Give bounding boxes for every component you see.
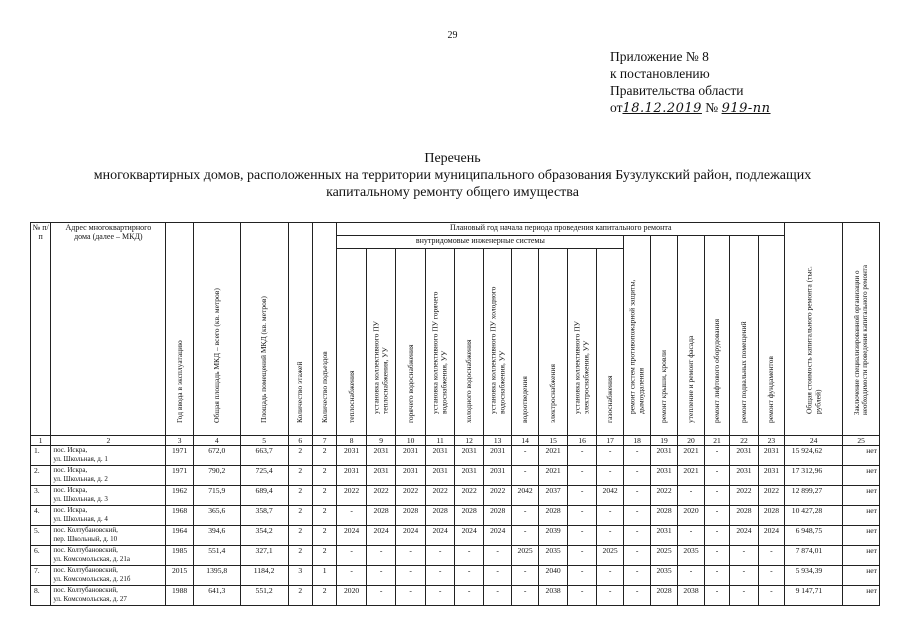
row-area-rooms: 663,7 — [240, 446, 288, 466]
row-plan-year: 2028 — [758, 506, 784, 526]
row-entrances: 2 — [312, 486, 336, 506]
row-area-rooms: 1184,2 — [240, 566, 288, 586]
row-area-rooms: 354,2 — [240, 526, 288, 546]
row-cost: 9 147,71 — [785, 586, 843, 606]
appendix-block — [610, 48, 771, 117]
houses-table — [30, 222, 880, 606]
row-plan-year: 2031 — [758, 446, 784, 466]
table-row — [31, 506, 880, 526]
row-plan-year: - — [396, 586, 426, 606]
row-plan-year: - — [512, 446, 538, 466]
row-plan-year: - — [455, 546, 484, 566]
row-plan-year: - — [704, 506, 729, 526]
row-cost: 12 899,27 — [785, 486, 843, 506]
header-col-19: ремонт крыши, кровли — [650, 236, 677, 436]
table-row — [31, 446, 880, 466]
row-floors: 2 — [288, 506, 312, 526]
row-year: 1968 — [166, 506, 193, 526]
row-plan-year: 2031 — [366, 446, 396, 466]
column-number: 20 — [678, 436, 704, 446]
header-area-rooms: Площадь помещений МКД (кв. метров) — [240, 223, 288, 436]
row-cost: 10 427,28 — [785, 506, 843, 526]
row-year: 1971 — [166, 446, 193, 466]
row-plan-year: 2024 — [366, 526, 396, 546]
header-col-13: установка коллективного ПУ холодного водоснабжения, УУ — [483, 249, 512, 436]
row-plan-year: - — [678, 526, 704, 546]
row-area-rooms: 358,7 — [240, 506, 288, 526]
header-plan: Плановый год начала периода проведения капитального ремонта — [337, 223, 785, 236]
row-plan-year: 2020 — [337, 586, 367, 606]
appendix-line-2: к постановлению — [610, 66, 710, 81]
row-plan-year: 2031 — [650, 446, 677, 466]
table-row — [31, 546, 880, 566]
row-conclusion: нет — [843, 506, 880, 526]
row-plan-year: 2031 — [455, 446, 484, 466]
row-plan-year: - — [624, 566, 650, 586]
header-col-21: ремонт лифтового оборудования — [704, 236, 729, 436]
row-plan-year: 2031 — [730, 466, 759, 486]
row-year: 1988 — [166, 586, 193, 606]
row-cost: 17 312,96 — [785, 466, 843, 486]
row-plan-year: - — [512, 586, 538, 606]
table-row — [31, 586, 880, 606]
row-plan-year: - — [568, 486, 597, 506]
row-plan-year: - — [337, 506, 367, 526]
row-plan-year: 2022 — [396, 486, 426, 506]
row-plan-year: 2024 — [483, 526, 512, 546]
row-plan-year: 2028 — [396, 506, 426, 526]
row-plan-year: - — [704, 446, 729, 466]
row-plan-year: 2021 — [538, 446, 568, 466]
row-plan-year: 2022 — [425, 486, 455, 506]
page-number: 29 — [447, 30, 458, 41]
row-plan-year: - — [624, 526, 650, 546]
row-plan-year: - — [512, 466, 538, 486]
row-area-total: 641,3 — [193, 586, 240, 606]
row-number: 5. — [31, 526, 51, 546]
resolution-number: 919-пп — [721, 101, 771, 116]
row-entrances: 2 — [312, 586, 336, 606]
column-number-row — [31, 436, 880, 446]
row-number: 2. — [31, 466, 51, 486]
column-number: 8 — [337, 436, 367, 446]
row-plan-year: 2022 — [366, 486, 396, 506]
row-plan-year: - — [568, 566, 597, 586]
row-plan-year: 2021 — [678, 466, 704, 486]
row-entrances: 2 — [312, 446, 336, 466]
row-plan-year: - — [596, 466, 623, 486]
row-address: пос. Искра, ул. Школьная, д. 1 — [51, 446, 166, 466]
header-area-total: Общая площадь МКД – всего (кв. метров) — [193, 223, 240, 436]
row-plan-year: - — [568, 466, 597, 486]
column-number: 17 — [596, 436, 623, 446]
table-row — [31, 566, 880, 586]
appendix-line-1: Приложение № 8 — [610, 49, 709, 64]
header-col-22: ремонт подвальных помещений — [730, 236, 759, 436]
row-cost: 6 948,75 — [785, 526, 843, 546]
row-plan-year: 2021 — [538, 466, 568, 486]
header-cost: Общая стоимость капитального ремонта (тыс. рублей) — [785, 223, 843, 436]
row-number: 3. — [31, 486, 51, 506]
row-cost: 5 934,39 — [785, 566, 843, 586]
row-plan-year: 2028 — [650, 586, 677, 606]
appendix-date-line — [610, 99, 771, 117]
row-cost: 15 924,62 — [785, 446, 843, 466]
row-plan-year: 2031 — [455, 466, 484, 486]
row-plan-year: - — [730, 586, 759, 606]
header-col-9: установка коллективного ПУ теплоснабжения, УУ — [366, 249, 396, 436]
row-plan-year: - — [337, 566, 367, 586]
row-plan-year: 2020 — [678, 506, 704, 526]
row-number: 7. — [31, 566, 51, 586]
row-floors: 2 — [288, 466, 312, 486]
row-plan-year: - — [758, 566, 784, 586]
column-number: 5 — [240, 436, 288, 446]
header-col-8: теплоснабжения — [337, 249, 367, 436]
header-col-23: ремонт фундаментов — [758, 236, 784, 436]
row-plan-year: 2024 — [337, 526, 367, 546]
row-plan-year: - — [568, 586, 597, 606]
row-area-rooms: 689,4 — [240, 486, 288, 506]
row-plan-year: - — [624, 506, 650, 526]
row-conclusion: нет — [843, 446, 880, 466]
header-conclusion: Заключение специализированной организации о необходимости проведения капитального ремонта — [843, 223, 880, 436]
row-plan-year: 2022 — [455, 486, 484, 506]
row-plan-year: 2028 — [366, 506, 396, 526]
table-row — [31, 526, 880, 546]
header-systems: внутридомовые инженерные системы — [337, 236, 624, 249]
row-plan-year: 2031 — [396, 446, 426, 466]
row-plan-year: 2035 — [538, 546, 568, 566]
document-title — [30, 150, 875, 201]
column-number: 3 — [166, 436, 193, 446]
row-plan-year: 2024 — [758, 526, 784, 546]
column-number: 18 — [624, 436, 650, 446]
row-plan-year: - — [624, 466, 650, 486]
row-plan-year: 2031 — [425, 466, 455, 486]
column-number: 21 — [704, 436, 729, 446]
row-plan-year: - — [483, 586, 512, 606]
row-plan-year: 2035 — [650, 566, 677, 586]
row-plan-year: 2022 — [758, 486, 784, 506]
resolution-date: 18.12.2019 — [622, 101, 702, 116]
row-plan-year: 2038 — [678, 586, 704, 606]
row-plan-year: - — [704, 466, 729, 486]
row-plan-year: - — [512, 566, 538, 586]
row-plan-year: 2028 — [538, 506, 568, 526]
row-plan-year: - — [568, 446, 597, 466]
row-plan-year: - — [596, 566, 623, 586]
row-plan-year: 2031 — [650, 526, 677, 546]
row-plan-year: 2035 — [678, 546, 704, 566]
row-plan-year: - — [730, 566, 759, 586]
row-entrances: 2 — [312, 546, 336, 566]
header-num: № п/п — [31, 223, 51, 436]
row-area-total: 1395,8 — [193, 566, 240, 586]
row-cost: 7 874,01 — [785, 546, 843, 566]
date-prefix: от — [610, 100, 623, 115]
row-plan-year: 2031 — [483, 446, 512, 466]
row-plan-year: 2024 — [396, 526, 426, 546]
header-col-11: установка коллективного ПУ горячего водоснабжения, УУ — [425, 249, 455, 436]
row-area-total: 672,0 — [193, 446, 240, 466]
row-conclusion: нет — [843, 466, 880, 486]
row-plan-year: 2037 — [538, 486, 568, 506]
column-number: 16 — [568, 436, 597, 446]
row-number: 4. — [31, 506, 51, 526]
row-plan-year: 2028 — [455, 506, 484, 526]
row-plan-year: - — [425, 546, 455, 566]
row-plan-year: 2022 — [730, 486, 759, 506]
row-plan-year: 2028 — [425, 506, 455, 526]
row-floors: 2 — [288, 586, 312, 606]
row-plan-year: - — [366, 586, 396, 606]
row-floors: 2 — [288, 486, 312, 506]
row-plan-year: - — [568, 546, 597, 566]
column-number: 24 — [785, 436, 843, 446]
row-area-total: 365,6 — [193, 506, 240, 526]
row-plan-year: - — [596, 506, 623, 526]
row-plan-year: 2021 — [678, 446, 704, 466]
row-plan-year: - — [624, 446, 650, 466]
row-plan-year: - — [704, 486, 729, 506]
row-plan-year: - — [366, 546, 396, 566]
row-conclusion: нет — [843, 526, 880, 546]
row-plan-year: 2024 — [425, 526, 455, 546]
column-number: 25 — [843, 436, 880, 446]
row-address: пос. Искра, ул. Школьная, д. 2 — [51, 466, 166, 486]
row-plan-year: - — [512, 526, 538, 546]
number-prefix: № — [705, 100, 719, 115]
row-number: 8. — [31, 586, 51, 606]
row-plan-year: - — [758, 546, 784, 566]
row-plan-year: 2022 — [337, 486, 367, 506]
column-number: 13 — [483, 436, 512, 446]
row-area-rooms: 551,2 — [240, 586, 288, 606]
row-plan-year: 2031 — [425, 446, 455, 466]
row-plan-year: - — [512, 506, 538, 526]
row-address: пос. Колтубановский, ул. Комсомольская, д. 21б — [51, 566, 166, 586]
header-col-20: утепление и ремонт фасада — [678, 236, 704, 436]
header-col-15: электроснабжения — [538, 249, 568, 436]
column-number: 6 — [288, 436, 312, 446]
row-number: 1. — [31, 446, 51, 466]
row-address: пос. Колтубановский, пер. Школьный, д. 10 — [51, 526, 166, 546]
header-floors: Количество этажей — [288, 223, 312, 436]
row-plan-year: - — [704, 586, 729, 606]
row-plan-year: - — [758, 586, 784, 606]
column-number: 12 — [455, 436, 484, 446]
row-plan-year: 2028 — [483, 506, 512, 526]
row-plan-year: - — [624, 546, 650, 566]
row-area-rooms: 725,4 — [240, 466, 288, 486]
row-floors: 2 — [288, 546, 312, 566]
row-plan-year: - — [704, 566, 729, 586]
row-plan-year: 2040 — [538, 566, 568, 586]
title-line-3: капитальному ремонту общего имущества — [326, 185, 579, 200]
row-plan-year: 2031 — [758, 466, 784, 486]
header-address: Адрес многоквартирного дома (далее – МКД) — [51, 223, 166, 436]
header-col-18: ремонт систем противопожарной защиты, дымоудаления — [624, 236, 650, 436]
row-plan-year: - — [455, 566, 484, 586]
row-plan-year: - — [425, 566, 455, 586]
table-row — [31, 486, 880, 506]
row-conclusion: нет — [843, 566, 880, 586]
row-plan-year: 2031 — [650, 466, 677, 486]
row-floors: 3 — [288, 566, 312, 586]
row-plan-year: 2031 — [366, 466, 396, 486]
header-col-16: установка коллективного ПУ электроснабжения, УУ — [568, 249, 597, 436]
row-address: пос. Искра, ул. Школьная, д. 3 — [51, 486, 166, 506]
row-entrances: 1 — [312, 566, 336, 586]
row-plan-year: 2039 — [538, 526, 568, 546]
row-plan-year: - — [678, 566, 704, 586]
column-number: 9 — [366, 436, 396, 446]
row-plan-year: 2024 — [455, 526, 484, 546]
row-year: 1964 — [166, 526, 193, 546]
row-plan-year: - — [596, 446, 623, 466]
row-plan-year: 2031 — [396, 466, 426, 486]
row-plan-year: 2025 — [596, 546, 623, 566]
row-area-total: 551,4 — [193, 546, 240, 566]
row-area-total: 394,6 — [193, 526, 240, 546]
row-year: 1962 — [166, 486, 193, 506]
row-plan-year: - — [483, 566, 512, 586]
row-plan-year: 2038 — [538, 586, 568, 606]
column-number: 23 — [758, 436, 784, 446]
row-area-rooms: 327,1 — [240, 546, 288, 566]
row-plan-year: 2031 — [337, 466, 367, 486]
column-number: 10 — [396, 436, 426, 446]
row-plan-year: - — [337, 546, 367, 566]
row-plan-year: - — [704, 526, 729, 546]
appendix-line-3: Правительства области — [610, 83, 744, 98]
row-conclusion: нет — [843, 486, 880, 506]
column-number: 11 — [425, 436, 455, 446]
row-entrances: 2 — [312, 526, 336, 546]
row-plan-year: - — [455, 586, 484, 606]
column-number: 19 — [650, 436, 677, 446]
row-plan-year: 2025 — [512, 546, 538, 566]
row-conclusion: нет — [843, 546, 880, 566]
row-plan-year: - — [366, 566, 396, 586]
row-address: пос. Колтубановский, ул. Комсомольская, д. 21а — [51, 546, 166, 566]
row-plan-year: 2042 — [596, 486, 623, 506]
row-plan-year: - — [425, 586, 455, 606]
header-entrances: Количество подъездов — [312, 223, 336, 436]
row-plan-year: - — [678, 486, 704, 506]
row-plan-year: 2031 — [483, 466, 512, 486]
column-number: 15 — [538, 436, 568, 446]
row-year: 1985 — [166, 546, 193, 566]
row-year: 1971 — [166, 466, 193, 486]
header-col-17: газоснабжения — [596, 249, 623, 436]
row-plan-year: 2024 — [730, 526, 759, 546]
row-plan-year: 2022 — [483, 486, 512, 506]
header-col-10: горячего водоснабжения — [396, 249, 426, 436]
table-row — [31, 466, 880, 486]
row-plan-year: 2028 — [730, 506, 759, 526]
column-number: 22 — [730, 436, 759, 446]
row-plan-year: - — [568, 526, 597, 546]
column-number: 4 — [193, 436, 240, 446]
column-number: 1 — [31, 436, 51, 446]
row-number: 6. — [31, 546, 51, 566]
row-plan-year: - — [396, 566, 426, 586]
title-line-1: Перечень — [424, 151, 481, 166]
row-area-total: 790,2 — [193, 466, 240, 486]
row-plan-year: - — [624, 486, 650, 506]
column-number: 14 — [512, 436, 538, 446]
column-number: 2 — [51, 436, 166, 446]
row-plan-year: - — [568, 506, 597, 526]
row-plan-year: - — [596, 586, 623, 606]
row-plan-year: - — [704, 546, 729, 566]
row-plan-year: 2022 — [650, 486, 677, 506]
row-plan-year: - — [396, 546, 426, 566]
row-floors: 2 — [288, 526, 312, 546]
row-plan-year: - — [596, 526, 623, 546]
row-plan-year: - — [730, 546, 759, 566]
header-col-14: водоотведения — [512, 249, 538, 436]
row-plan-year: 2028 — [650, 506, 677, 526]
row-plan-year: 2031 — [337, 446, 367, 466]
row-address: пос. Колтубановский, ул. Комсомольская, д. 27 — [51, 586, 166, 606]
row-address: пос. Искра, ул. Школьная, д. 4 — [51, 506, 166, 526]
row-plan-year: - — [624, 586, 650, 606]
row-area-total: 715,9 — [193, 486, 240, 506]
row-conclusion: нет — [843, 586, 880, 606]
row-floors: 2 — [288, 446, 312, 466]
row-plan-year: 2031 — [730, 446, 759, 466]
row-year: 2015 — [166, 566, 193, 586]
row-entrances: 2 — [312, 506, 336, 526]
row-plan-year: - — [483, 546, 512, 566]
title-line-2: многоквартирных домов, расположенных на территории муниципального образования Бузулукский район, подлежащих — [93, 168, 812, 183]
row-plan-year: 2042 — [512, 486, 538, 506]
row-plan-year: 2025 — [650, 546, 677, 566]
column-number: 7 — [312, 436, 336, 446]
header-col-12: холодного водоснабжения — [455, 249, 484, 436]
row-entrances: 2 — [312, 466, 336, 486]
header-year: Год ввода в эксплуатацию — [166, 223, 193, 436]
